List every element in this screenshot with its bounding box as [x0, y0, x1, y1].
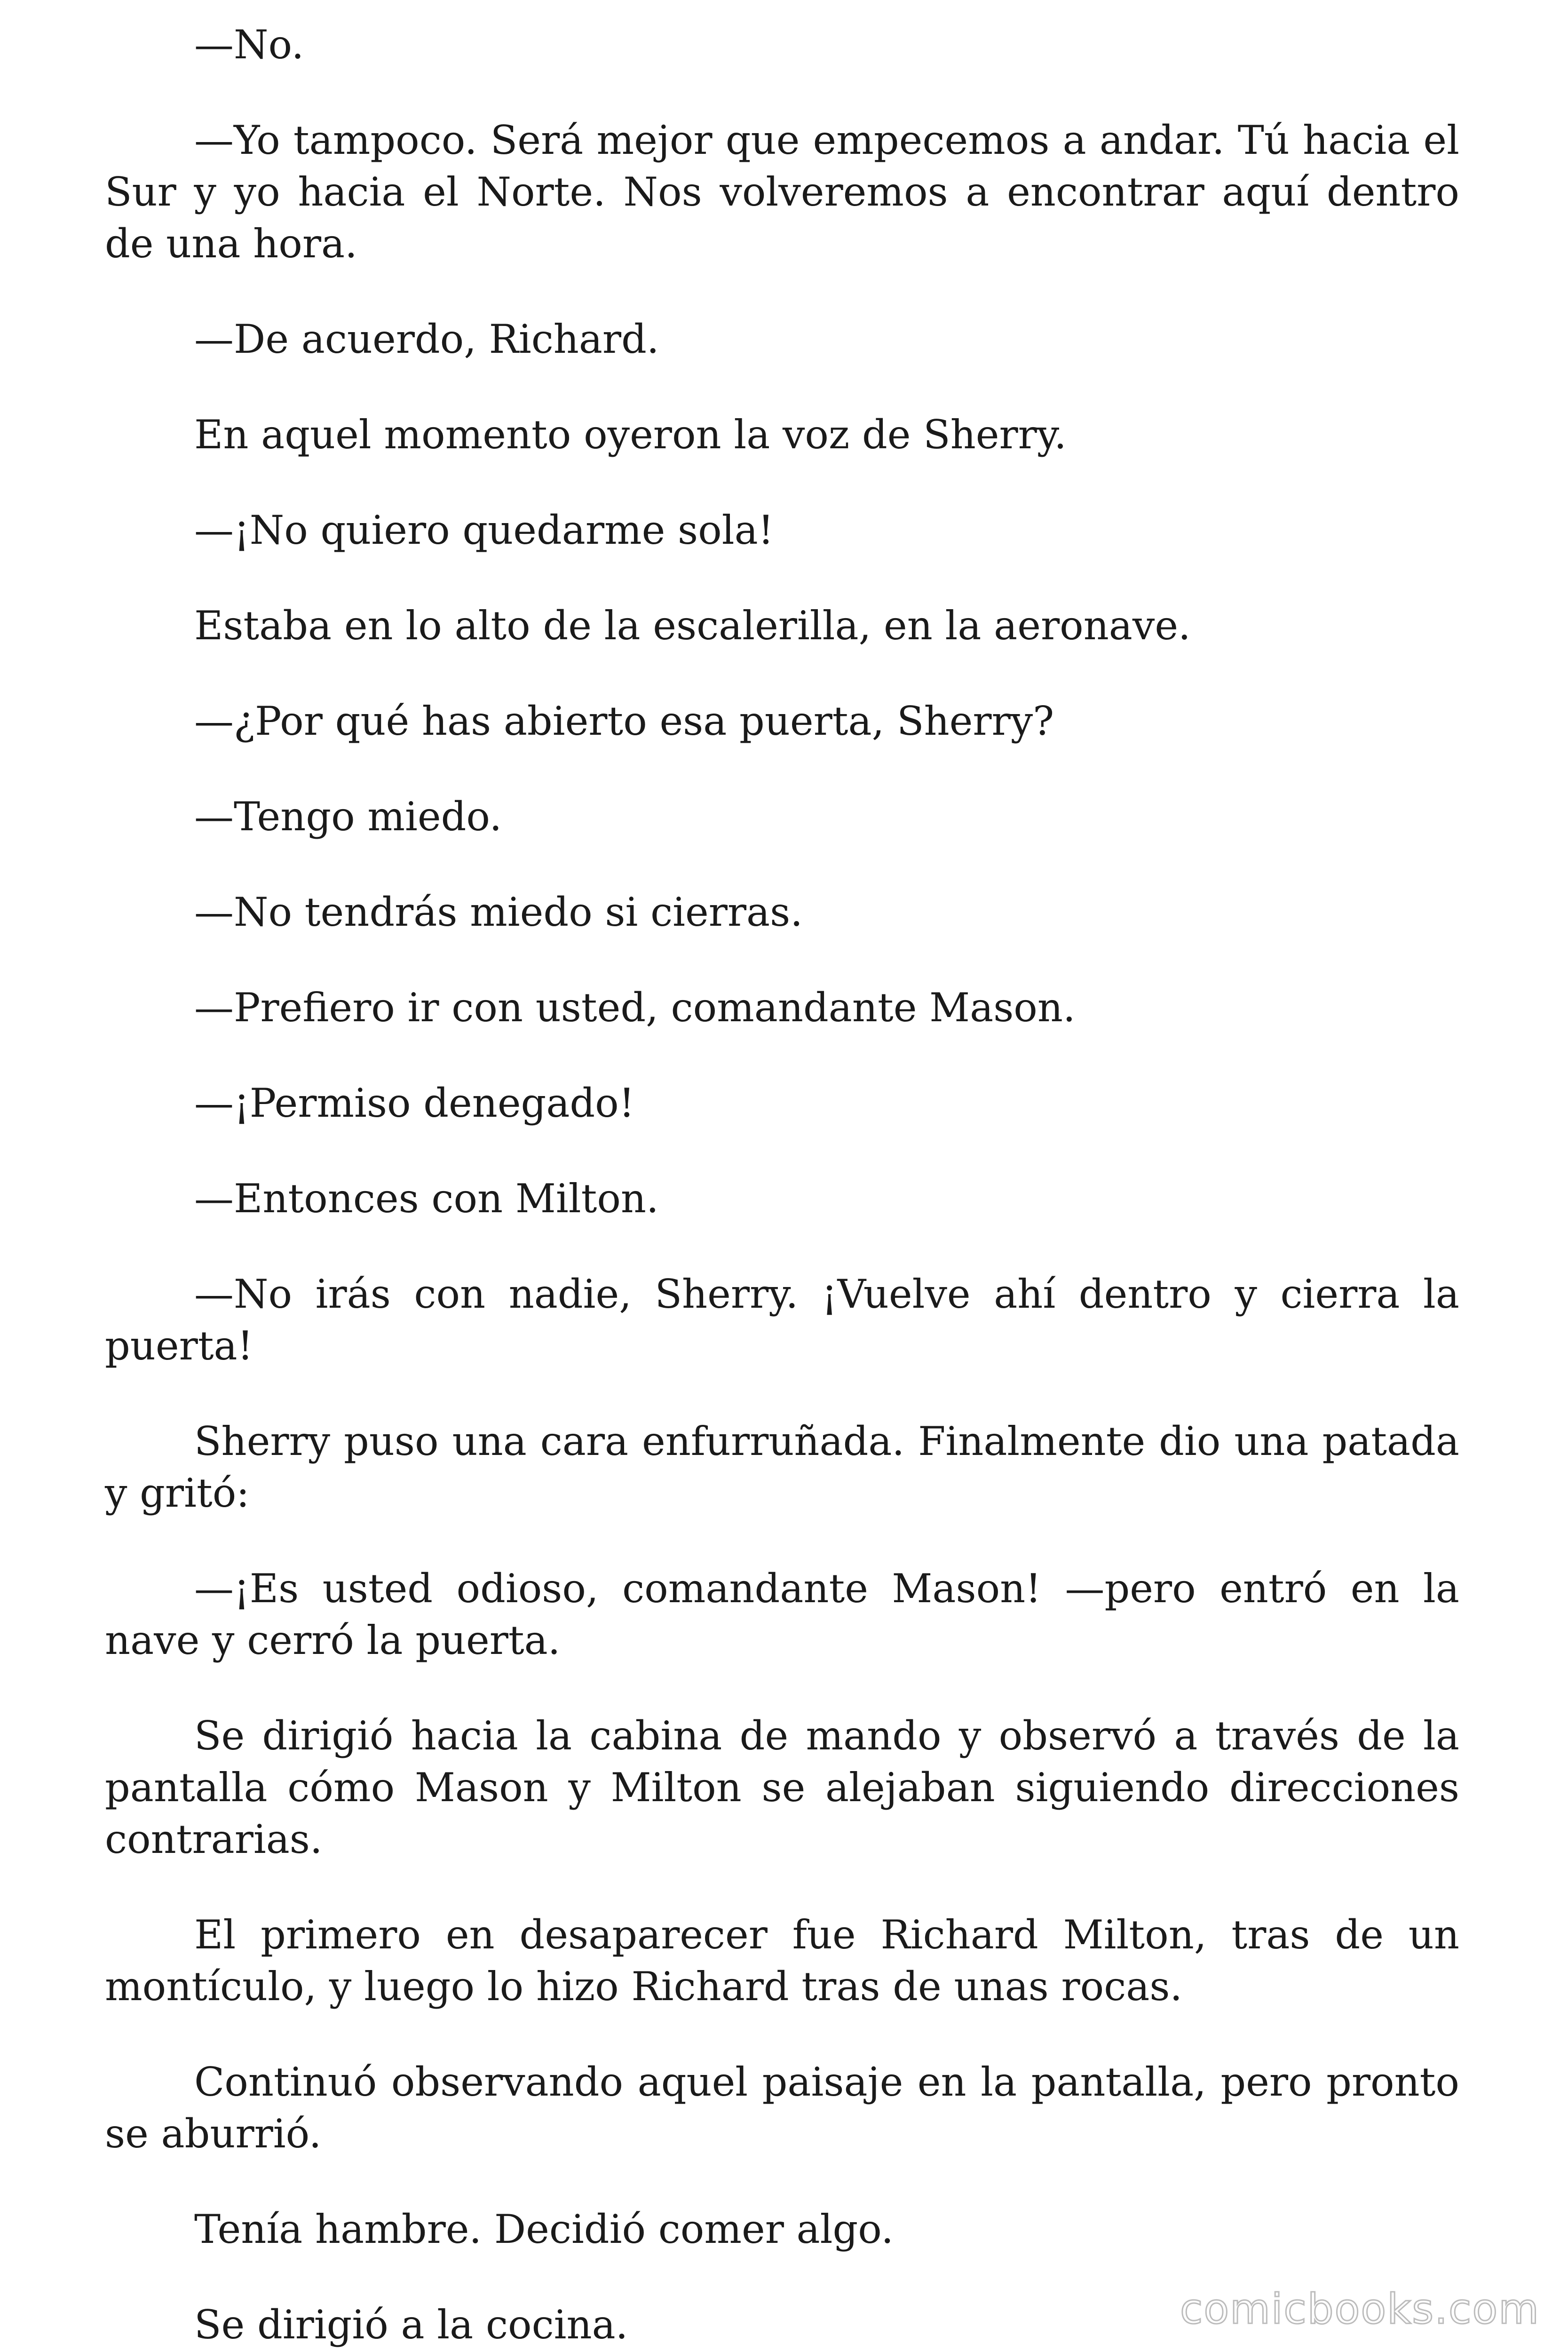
- paragraph: Se dirigió hacia la cabina de mando y observó a través de la pantalla cómo Mason y Milton se alejaban siguiendo direcciones contrarias.: [105, 1713, 1459, 1862]
- paragraph: —Entonces con Milton.: [194, 1176, 659, 1222]
- paragraph: Tenía hambre. Decidió comer algo.: [194, 2206, 894, 2252]
- paragraph: —Yo tampoco. Será mejor que empecemos a andar. Tú hacia el Sur y yo hacia el Norte. Nos volveremos a encontrar aquí dentro de una hora.: [105, 117, 1459, 267]
- paragraph: Estaba en lo alto de la escalerilla, en la aeronave.: [194, 603, 1191, 649]
- paragraph: —De acuerdo, Richard.: [194, 316, 659, 362]
- paragraph: —¡Es usted odioso, comandante Mason! —pero entró en la nave y cerró la puerta.: [105, 1565, 1459, 1663]
- paragraph: —No irás con nadie, Sherry. ¡Vuelve ahí dentro y cierra la puerta!: [105, 1271, 1459, 1369]
- paragraph: —¡Permiso denegado!: [194, 1080, 635, 1126]
- paragraph: Sherry puso una cara enfurruñada. Finalmente dio una patada y gritó:: [105, 1418, 1459, 1516]
- paragraph: —Tengo miedo.: [194, 794, 502, 840]
- book-page: [105, 19, 1459, 2352]
- paragraph: El primero en desaparecer fue Richard Milton, tras de un montículo, y luego lo hizo Richard tras de unas rocas.: [105, 1912, 1459, 2010]
- paragraph: Se dirigió a la cocina.: [194, 2302, 628, 2348]
- paragraph: —No.: [194, 22, 304, 68]
- paragraph: —¿Por qué has abierto esa puerta, Sherry?: [194, 698, 1054, 744]
- paragraph: En aquel momento oyeron la voz de Sherry.: [194, 412, 1067, 458]
- paragraph: —¡No quiero quedarme sola!: [194, 507, 774, 553]
- site-watermark: comicbooks.com: [1180, 2285, 1540, 2333]
- paragraph: —Prefiero ir con usted, comandante Mason.: [194, 985, 1076, 1031]
- paragraph: Continuó observando aquel paisaje en la pantalla, pero pronto se aburrió.: [105, 2059, 1459, 2157]
- paragraph: —No tendrás miedo si cierras.: [194, 889, 803, 935]
